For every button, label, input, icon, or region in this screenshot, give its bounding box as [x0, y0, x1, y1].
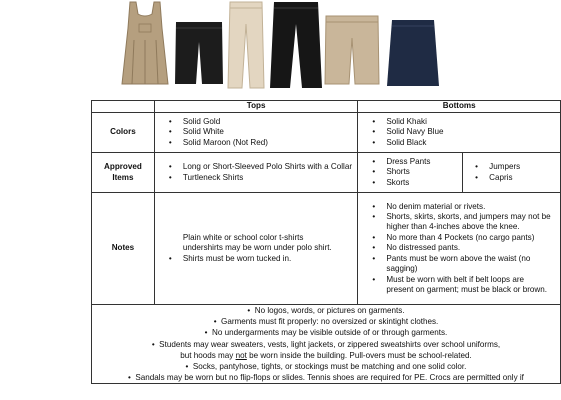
list-item: • Solid Navy Blue — [372, 127, 560, 137]
general-rules-cell — [92, 305, 561, 384]
list-item: • Shorts, skirts, skorts, and jumpers may not be higher than 4-inches above the knee. — [372, 212, 552, 233]
notes-label: Notes — [92, 193, 155, 305]
navy-skirt-image — [386, 18, 440, 88]
notes-tops-text: Plain white or school color t-shirts undershirts may be worn under polo shirt. — [182, 232, 332, 253]
general-rule: • Students may wear sweaters, vests, light jackets, or zippered sweatshirts over school uniforms, — [151, 339, 501, 349]
list-item: • Shorts — [372, 167, 462, 177]
khaki-shorts-image — [324, 14, 380, 86]
notes-bottoms-cell — [358, 193, 561, 305]
list-item: • No denim material or rivets. — [372, 202, 552, 212]
list-item: • Dress Pants — [372, 157, 462, 167]
list-item: • Solid Maroon (Not Red) — [169, 138, 358, 148]
list-item: • Pants must be worn above the waist (no sagging) — [372, 254, 552, 275]
colors-tops-cell — [154, 113, 358, 153]
list-item: • No distressed pants. — [372, 243, 552, 253]
approved-label-line1: Approved — [104, 162, 142, 172]
list-item: • Solid Black — [372, 138, 560, 148]
dress-code-table — [91, 100, 561, 384]
list-item: • Solid Khaki — [372, 117, 560, 127]
khaki-jumper-image — [120, 0, 170, 86]
bottoms-header: Bottoms — [358, 101, 561, 113]
general-rule: • Socks, pantyhose, tights, or stockings must be matching and one solid color. — [185, 362, 467, 372]
approved-bottoms-cell-a — [358, 153, 463, 193]
list-item: • Solid White — [169, 127, 358, 137]
colors-bottoms-cell — [358, 113, 561, 153]
uniform-photos — [0, 0, 561, 92]
general-rule-continuation: but hoods may not be worn inside the building. Pull-overs must be school-related. — [180, 350, 472, 360]
list-item: • Long or Short-Sleeved Polo Shirts with a Collar — [169, 162, 358, 172]
general-rule: • No undergarments may be visible outside of or through garments. — [204, 328, 448, 338]
corner-cell — [92, 101, 155, 113]
list-item: • No more than 4 Pockets (no cargo pants) — [372, 233, 552, 243]
black-shorts-image — [174, 20, 224, 86]
colors-label: Colors — [92, 113, 155, 153]
list-item: • Skorts — [372, 178, 462, 188]
khaki-pants-image — [226, 0, 266, 90]
general-rule: • Garments must fit properly: no oversized or skintight clothes. — [213, 317, 439, 327]
approved-tops-cell — [154, 153, 358, 193]
list-item: • Must be worn with belt if belt loops are present on garment; must be black or brown. — [372, 275, 552, 296]
black-pants-image — [268, 0, 324, 90]
general-rule: • No logos, words, or pictures on garments. — [247, 306, 405, 315]
list-item: • Solid Gold — [169, 117, 358, 127]
approved-items-label — [92, 153, 155, 193]
list-item: • Turtleneck Shirts — [169, 173, 358, 183]
tops-header: Tops — [154, 101, 358, 113]
list-item: • Capris — [475, 173, 560, 183]
approved-label-line2: Items — [112, 172, 134, 182]
approved-bottoms-cell-b — [463, 153, 561, 193]
list-item: • Jumpers — [475, 162, 560, 172]
notes-tops-cell — [154, 193, 358, 305]
list-item: • Shirts must be worn tucked in. — [169, 254, 358, 264]
general-rule: • Sandals may be worn but no flip-flops or slides. Tennis shoes are required for PE. Crocs are permitted only if — [128, 373, 524, 383]
